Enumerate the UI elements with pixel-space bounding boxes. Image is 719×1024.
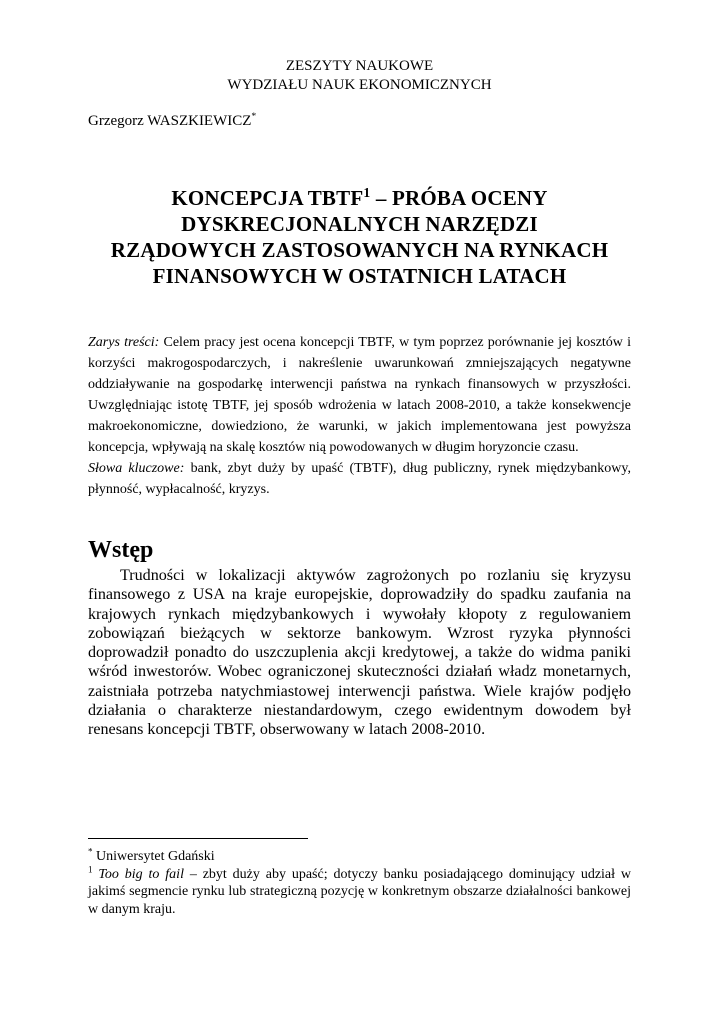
paper-title: [70, 185, 649, 289]
abstract-label: Zarys treści:: [88, 335, 160, 350]
abstract-paragraph: [88, 332, 631, 458]
footnote-divider: [88, 838, 308, 839]
author-affiliation-mark: *: [251, 111, 257, 122]
footnote-affiliation-text: Uniwersytet Gdański: [92, 849, 215, 864]
title-line-4: FINANSOWYCH W OSTATNICH LATACH: [152, 264, 567, 288]
title-line-3: RZĄDOWYCH ZASTOSOWANYCH NA RYNKACH: [110, 238, 609, 262]
footnote-1-mark: 1: [88, 863, 93, 874]
title-footnote-mark: 1: [363, 185, 371, 200]
title-line-1-prefix: KONCEPCJA TBTF: [171, 186, 364, 210]
footnote-1-text: – zbyt duży aby upaść; dotyczy banku posiadającego dominujący udział w jakimś segmencie rynku lub strategiczną pozycję w konkretnym obszarze działalności bankowej w danym kraju.: [88, 866, 632, 917]
abstract-block: [88, 332, 631, 500]
abstract-text: Celem pracy jest ocena koncepcji TBTF, w tym poprzez porównanie jej kosztów i korzyści makrogospodarczych, i nakreślenie uwarunkowań zmniejszających negatywne oddziaływanie na gospodarkę interwencji państwa na rynkach finansowych w przyszłości. Uwzględniając istotę TBTF, jej sposób wdrożenia w latach 2008-2010, a także konsekwencje makroekonomiczne, dowiedziono, że warunki, w jakich implementowana jest powyższa koncepcja, wpływają na skalę kosztów nią powodowanych w długim horyzoncie czasu.: [88, 335, 631, 455]
author-name: Grzegorz WASZKIEWICZ: [88, 113, 252, 129]
footnotes-block: [88, 848, 631, 918]
intro-paragraph: Trudności w lokalizacji aktywów zagrożonych po rozlaniu się kryzysu finansowego z USA na kraje europejskie, doprowadziły do spadku zaufania na krajowych rynkach międzybankowych i wywołały kłopoty z regulowaniem zobowiązań bieżących w sektorze bankowym. Wzrost ryzyka płynności doprowadził ponadto do uszczuplenia akcji kredytowej, a także do widma paniki wśród inwestorów. Wobec ograniczonej skuteczności działań władz monetarnych, zaistniała potrzeba natychmiastowej interwencji państwa. Wiele krajów podjęło działania o charakterze niestandardowym, czego ewidentnym dowodem był renesans koncepcji TBTF, obserwowany w latach 2008-2010.: [88, 567, 631, 739]
journal-name-line1: ZESZYTY NAUKOWE: [285, 58, 434, 74]
title-line-2: DYSKRECJONALNYCH NARZĘDZI: [181, 212, 538, 236]
footnote-1-term: Too big to fail: [98, 866, 184, 882]
section-heading: Wstęp: [88, 537, 154, 563]
keywords-text: bank, zbyt duży by upaść (TBTF), dług publiczny, rynek międzybankowy, płynność, wypłacalność, kryzys.: [88, 461, 631, 497]
journal-header: [0, 57, 719, 95]
title-line-1-suffix: – PRÓBA OCENY: [370, 186, 548, 210]
footnote-affiliation: [88, 848, 631, 866]
journal-name-line2: WYDZIAŁU NAUK EKONOMICZNYCH: [227, 77, 492, 93]
author-line: [88, 112, 256, 131]
footnote-star-mark: *: [88, 846, 93, 857]
title-line-1: [70, 185, 649, 211]
keywords-label: Słowa kluczowe:: [88, 461, 185, 476]
keywords-paragraph: [88, 458, 631, 500]
footnote-1: [88, 863, 632, 919]
